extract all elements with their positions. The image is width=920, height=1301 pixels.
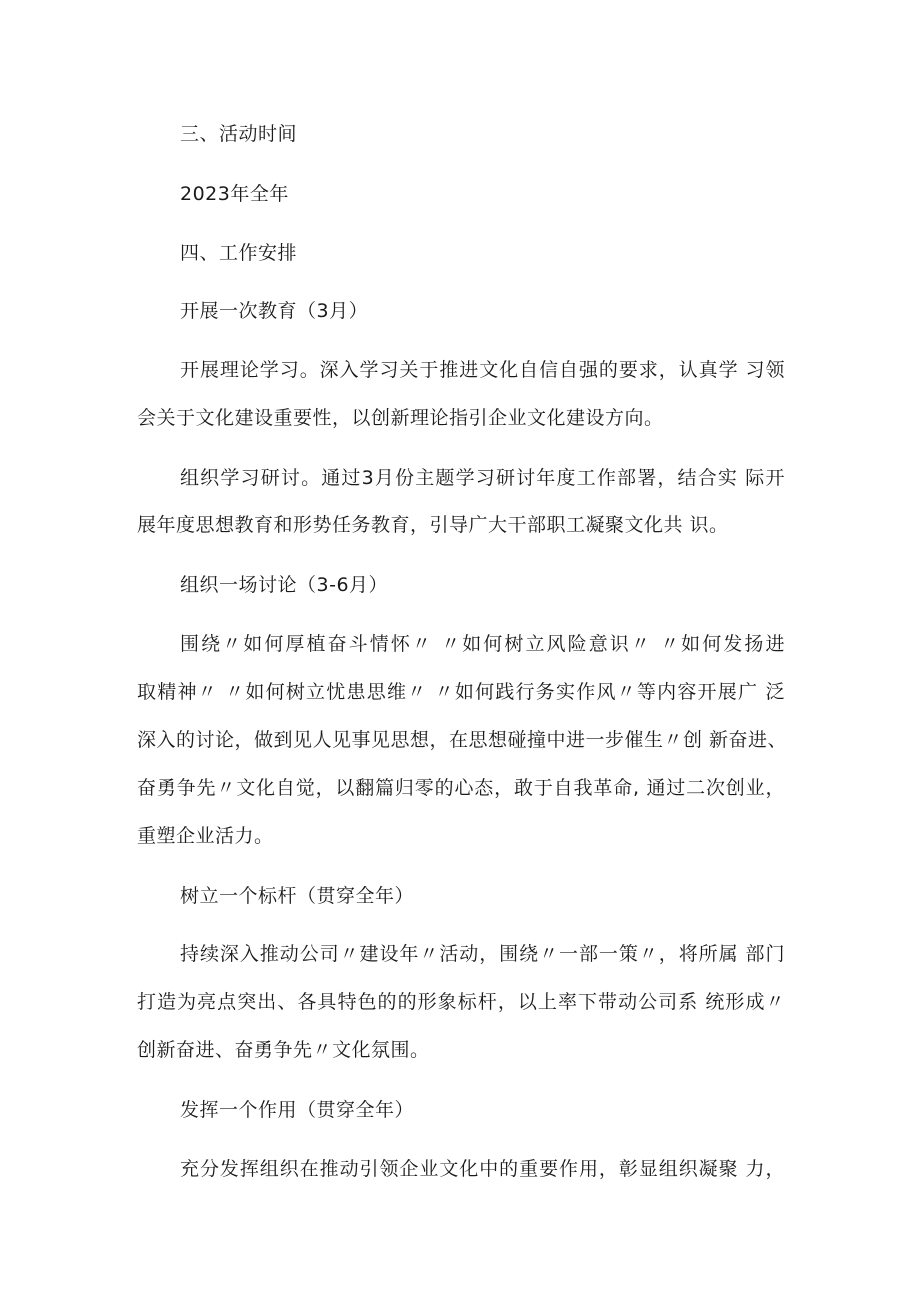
item1-paragraph2-line1: 组织学习研讨。通过3月份主题学习研讨年度工作部署，结合实 际开 xyxy=(180,467,785,489)
item4-paragraph1-line1: 充分发挥组织在推动引领企业文化中的重要作用，彰显组织凝聚 力， xyxy=(180,1158,785,1180)
item2-paragraph1-line2: 取精神〃 〃如何树立忧患思维〃 〃如何践行务实作风〃等内容开展广 泛 xyxy=(137,681,785,703)
item1-paragraph1-line2: 会关于文化建设重要性，以创新理论指引企业文化建设方向。 xyxy=(137,407,664,429)
item3-paragraph1-line1: 持续深入推动公司〃建设年〃活动，围绕〃一部一策〃，将所属 部门 xyxy=(180,943,785,965)
item3-paragraph1-line2: 打造为亮点突出、各具特色的的形象标杆，以上率下带动公司系 统形成〃 xyxy=(137,991,785,1013)
item2-paragraph1-line4: 奋勇争先〃文化自觉，以翻篇归零的心态，敢于自我革命, 通过二次创业， xyxy=(137,777,785,799)
section4-heading: 四、工作安排 xyxy=(180,242,298,264)
item3-title: 树立一个标杆（贯穿全年） xyxy=(180,885,415,907)
section3-heading: 三、活动时间 xyxy=(180,123,298,145)
item1-paragraph2-line2: 展年度思想教育和形势任务教育，引导广大干部职工凝聚文化共 识。 xyxy=(137,514,729,536)
item2-paragraph1-line1: 围绕〃如何厚植奋斗情怀〃 〃如何树立风险意识〃 〃如何发扬进 xyxy=(180,633,785,655)
item3-paragraph1-line3: 创新奋进、奋勇争先〃文化氛围。 xyxy=(137,1039,430,1061)
item1-title: 开展一次教育（3月） xyxy=(180,300,369,322)
item2-paragraph1-line3: 深入的讨论，做到见人见事见思想，在思想碰撞中进一步催生〃创 新奋进、 xyxy=(137,729,788,751)
item2-title: 组织一场讨论（3-6月） xyxy=(180,574,389,596)
item4-title: 发挥一个作用（贯穿全年） xyxy=(180,1099,415,1121)
item1-paragraph1-line1: 开展理论学习。深入学习关于推进文化自信自强的要求，认真学 习领 xyxy=(180,359,785,381)
section3-text: 2023年全年 xyxy=(180,183,289,205)
item2-paragraph1-line5: 重塑企业活力。 xyxy=(137,825,274,847)
